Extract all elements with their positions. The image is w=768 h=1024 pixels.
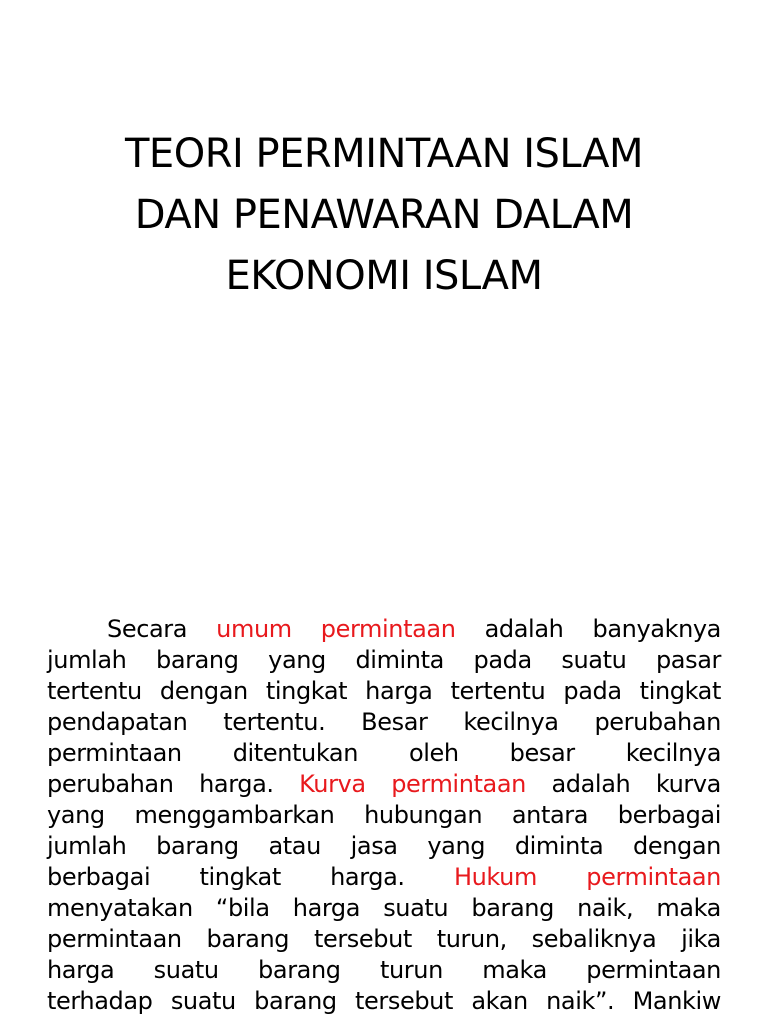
title-line-3: EKONOMI ISLAM — [225, 253, 543, 299]
highlight-umum-permintaan: umum permintaan — [216, 615, 456, 643]
highlight-hukum-permintaan: Hukum permintaan — [453, 863, 721, 891]
body-line-1 — [47, 614, 721, 645]
text-run: berbagai tingkat harga. — [47, 863, 454, 891]
body-line-13: terhadap suatu barang tersebut akan naik”. Mankiw — [47, 987, 721, 1015]
body-line-8: jumlah barang atau jasa yang diminta dengan — [47, 832, 721, 860]
body-line-6 — [47, 769, 721, 800]
body-paragraph — [47, 614, 721, 1017]
text-run: adalah kurva — [525, 770, 721, 798]
title-line-1: TEORI PERMINTAAN ISLAM — [125, 131, 643, 177]
body-line-7: yang menggambarkan hubungan antara berbagai — [47, 801, 721, 829]
text-run: adalah banyaknya — [455, 615, 721, 643]
text-run: Secara — [107, 615, 217, 643]
body-line-9 — [47, 862, 721, 893]
slide-title — [0, 124, 768, 307]
body-line-12: harga suatu barang turun maka permintaan — [47, 956, 721, 984]
body-line-11: permintaan barang tersebut turun, sebaliknya jika — [47, 925, 721, 953]
text-run: perubahan harga. — [47, 770, 300, 798]
body-line-10: menyatakan “bila harga suatu barang naik, maka — [47, 894, 721, 922]
body-line-2: jumlah barang yang diminta pada suatu pasar — [47, 646, 721, 674]
title-line-2: DAN PENAWARAN DALAM — [134, 192, 634, 238]
body-line-3: tertentu dengan tingkat harga tertentu pada tingkat — [47, 677, 721, 705]
highlight-kurva-permintaan: Kurva permintaan — [299, 770, 526, 798]
body-line-4: pendapatan tertentu. Besar kecilnya perubahan — [47, 708, 721, 736]
body-line-5: permintaan ditentukan oleh besar kecilnya — [47, 739, 721, 767]
